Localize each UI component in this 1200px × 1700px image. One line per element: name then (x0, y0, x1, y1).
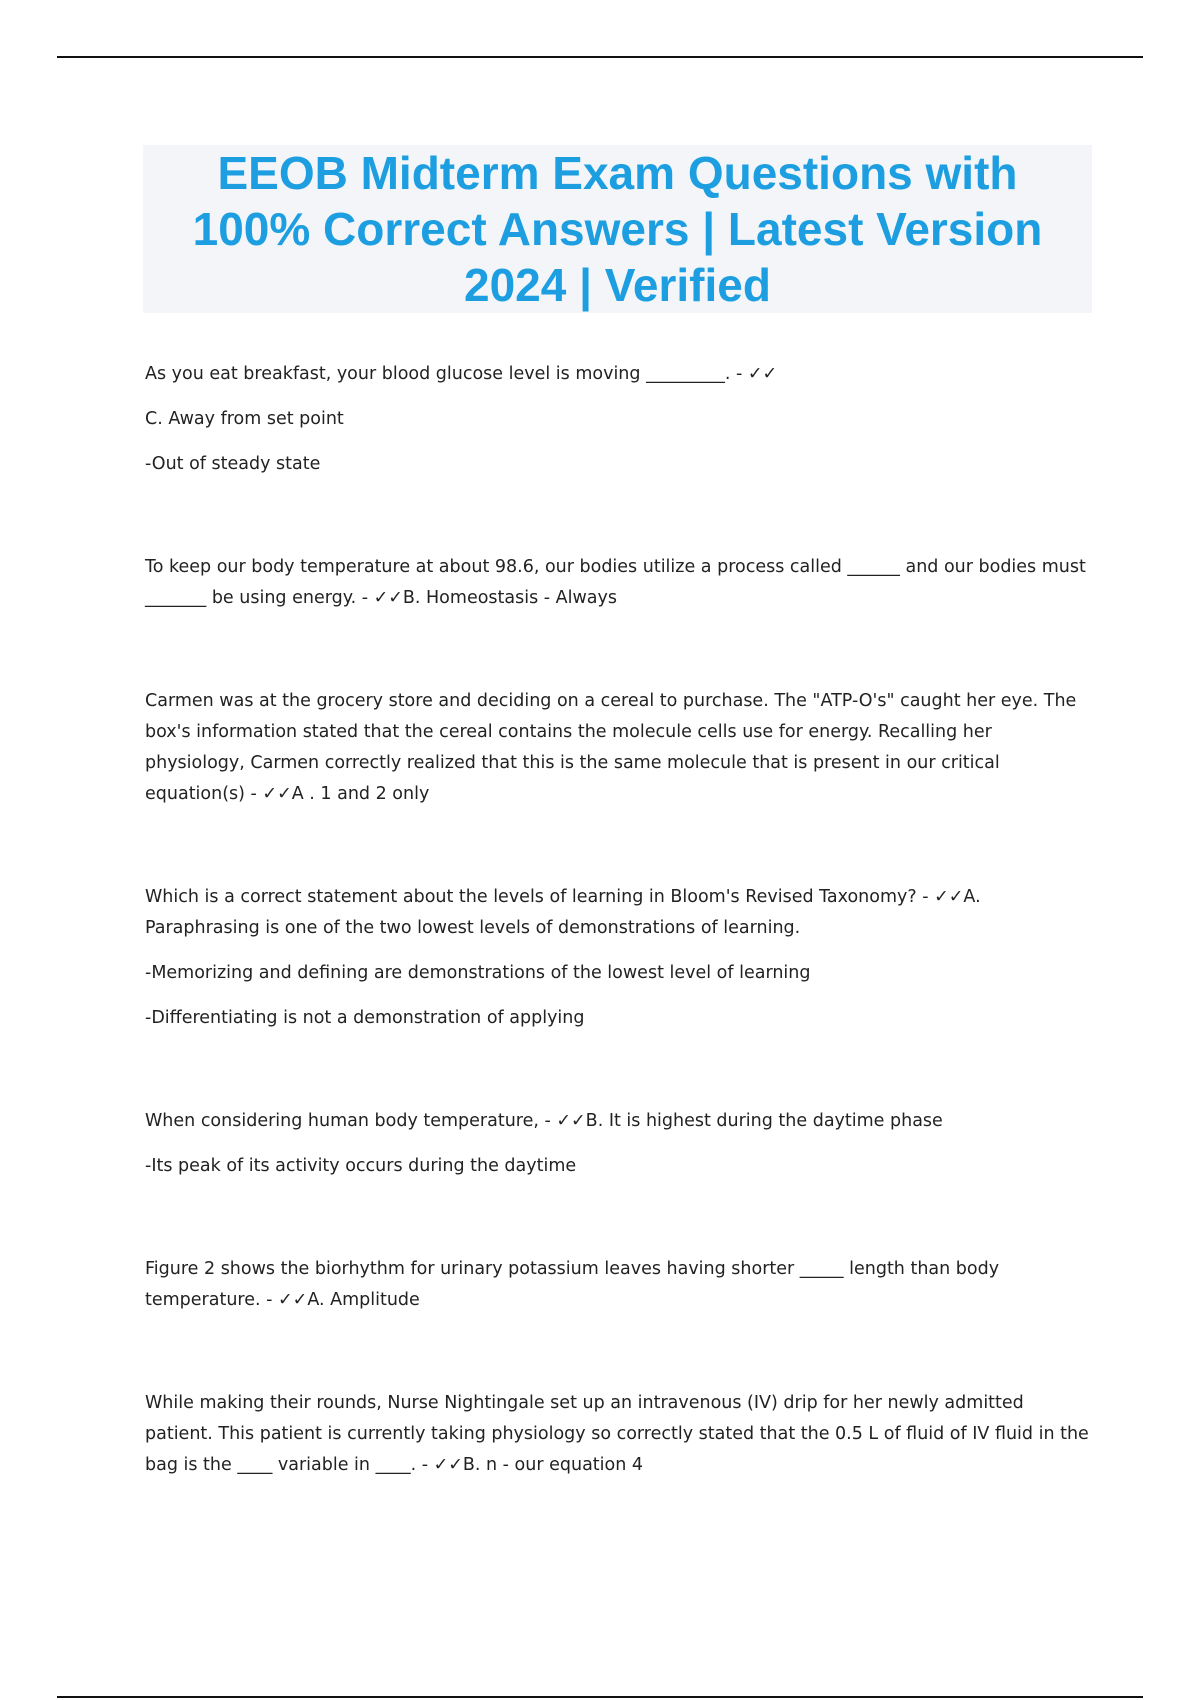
answer-line: -Out of steady state (145, 454, 321, 474)
question-text: Carmen was at the grocery store and deciding on a cereal to purchase. The "ATP-O's" caught her eye. The box's information stated that the cereal contains the molecule cells use for energy. Recalling her physiology, Carmen correctly realized that this is the same molecule that is present in our critical equation(s) - ✓✓A . 1 and 2 only (145, 691, 1077, 804)
answer-line: -Its peak of its activity occurs during the daytime (145, 1156, 577, 1176)
qa-item-6 (145, 1254, 1090, 1316)
question-text: While making their rounds, Nurse Nightingale set up an intravenous (IV) drip for her newly admitted patient. This patient is currently taking physiology so correctly stated that the 0.5 L of fluid of IV fluid in the bag is the ____ variable in ____. - ✓✓B. n - our equation 4 (145, 1393, 1089, 1475)
answer-line: -Differentiating is not a demonstration of applying (145, 1008, 585, 1028)
bottom-rule (57, 1696, 1143, 1698)
question-text: As you eat breakfast, your blood glucose level is moving _________. - ✓✓ (145, 364, 778, 384)
question-text: Which is a correct statement about the levels of learning in Bloom's Revised Taxonomy? - ✓✓A. Paraphrasing is one of the two lowest levels of demonstrations of learning. (145, 887, 981, 938)
top-rule (57, 56, 1143, 58)
qa-item-7 (145, 1388, 1090, 1481)
qa-item-1 (145, 359, 1090, 480)
qa-item-2 (145, 552, 1090, 614)
answer-line: -Memorizing and defining are demonstrations of the lowest level of learning (145, 963, 811, 983)
answer-line: C. Away from set point (145, 409, 344, 429)
document-title: EEOB Midterm Exam Questions with 100% Correct Answers | Latest Version 2024 | Verified (192, 147, 1043, 311)
title-banner (143, 145, 1092, 313)
question-text: When considering human body temperature, - ✓✓B. It is highest during the daytime phase (145, 1111, 943, 1131)
qa-list (145, 359, 1090, 1553)
qa-item-3 (145, 686, 1090, 810)
qa-item-5 (145, 1106, 1090, 1182)
question-text: Figure 2 shows the biorhythm for urinary potassium leaves having shorter _____ length than body temperature. - ✓✓A. Amplitude (145, 1259, 1000, 1310)
qa-item-4 (145, 882, 1090, 1034)
question-text: To keep our body temperature at about 98.6, our bodies utilize a process called ______ and our bodies must _______ be using energy. - ✓✓B. Homeostasis - Always (145, 557, 1086, 608)
